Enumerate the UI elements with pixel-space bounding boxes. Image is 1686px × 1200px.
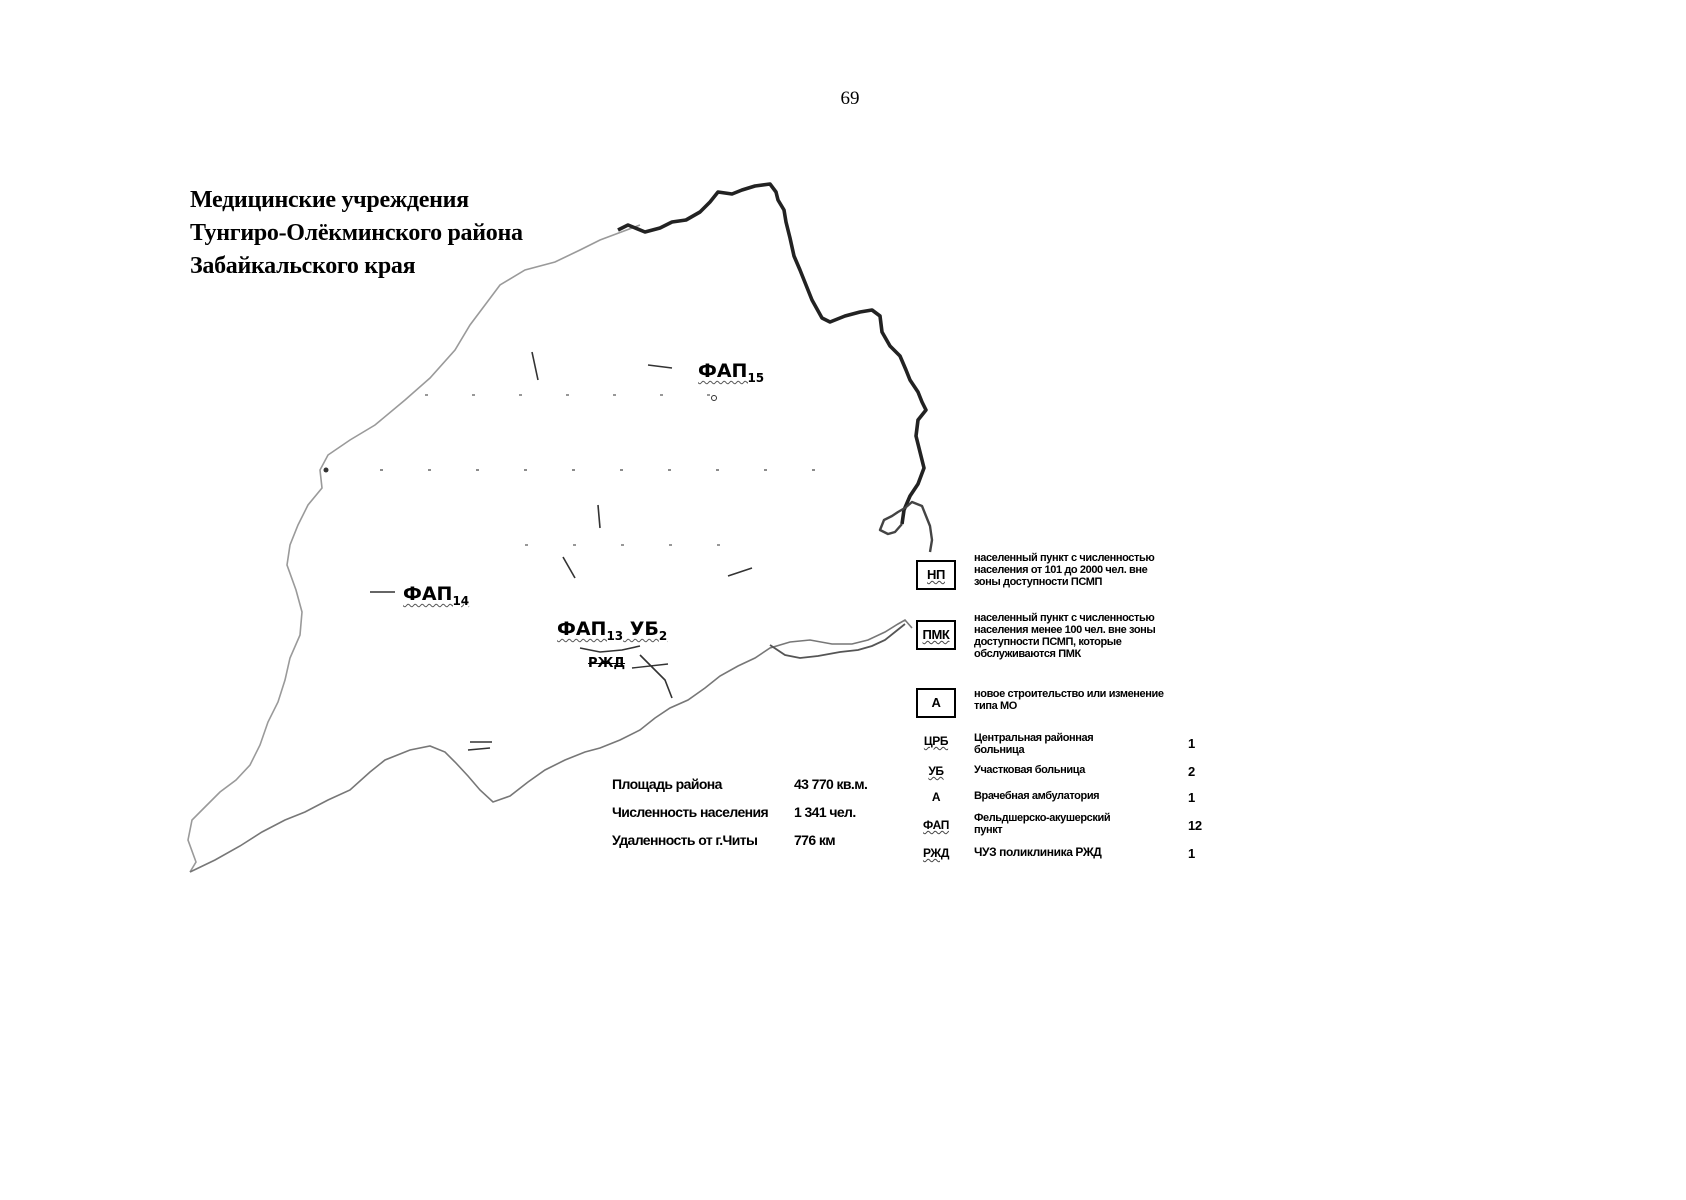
map-label-fap-15: $ФАП_{15}$ [698, 360, 765, 385]
legend-symbol-box: А [916, 688, 956, 718]
road-segment [648, 365, 672, 368]
map-label-rzhd: РЖД [588, 656, 626, 671]
map-title-line-2: Тунгиро-Олёкминского района [190, 220, 523, 246]
road-segment [468, 742, 492, 750]
legend-abbr: РЖД [922, 846, 950, 860]
stat-label: Площадь района [612, 776, 722, 792]
legend-description: ЧУЗ поликлиника РЖД [974, 845, 1102, 859]
legend-abbr: ЦРБ [923, 734, 949, 748]
legend-description: Участковая больница [974, 764, 1085, 776]
legend-count: 12 [1188, 818, 1202, 833]
stat-label: Численность населения [612, 804, 769, 820]
map-label-fap-14: $ФАП_{14}$ [403, 583, 470, 608]
map-title-line-3: Забайкальского края [190, 253, 416, 279]
legend-count: 1 [1188, 790, 1195, 805]
legend-symbol-box: ПМК [916, 620, 956, 650]
settlement-marker [324, 468, 329, 473]
legend-count: 1 [1188, 846, 1195, 861]
settlement-marker [712, 396, 717, 401]
road-segment [728, 568, 752, 576]
road-segment [580, 646, 640, 652]
district-border-northeast [618, 184, 926, 524]
legend-description: новое строительство или изменение типа МО [974, 688, 1164, 712]
map-title-line-1: Медицинские учреждения [190, 187, 469, 213]
legend-description: населенный пункт с численностью населения менее 100 чел. вне зоны доступности ПСМП, которые обслуживаются ПМК [974, 612, 1156, 660]
stat-value: 776 км [794, 832, 836, 848]
legend-abbr: УБ [928, 764, 944, 778]
legend-description: населенный пункт с численностью населения от 101 до 2000 чел. вне зоны доступности ПСМП [974, 552, 1155, 588]
legend-description: Центральная районная больница [974, 732, 1094, 756]
road-segment [532, 352, 538, 380]
district-outline-west [188, 225, 640, 872]
map-label-fap-13-ub-2: $ФАП_{13}$ $УБ_2$ [557, 618, 668, 643]
legend-abbr: А [931, 790, 941, 804]
page-number: 69 [840, 88, 860, 109]
stat-label: Удаленность от г.Читы [612, 832, 758, 848]
stat-value: 1 341 чел. [794, 804, 856, 820]
stat-value: 43 770 кв.м. [794, 776, 868, 792]
legend-description: Врачебная амбулатория [974, 790, 1100, 802]
legend-count: 1 [1188, 736, 1195, 751]
legend-symbol-box: НП [916, 560, 956, 590]
road-segment [598, 505, 600, 528]
legend-abbr: ФАП [923, 818, 949, 832]
road-segment [563, 557, 575, 578]
road-segment [640, 655, 672, 698]
district-outline-east-south [770, 624, 905, 658]
legend-count: 2 [1188, 764, 1195, 779]
legend-description: Фельдшерско-акушерский пункт [974, 812, 1111, 836]
